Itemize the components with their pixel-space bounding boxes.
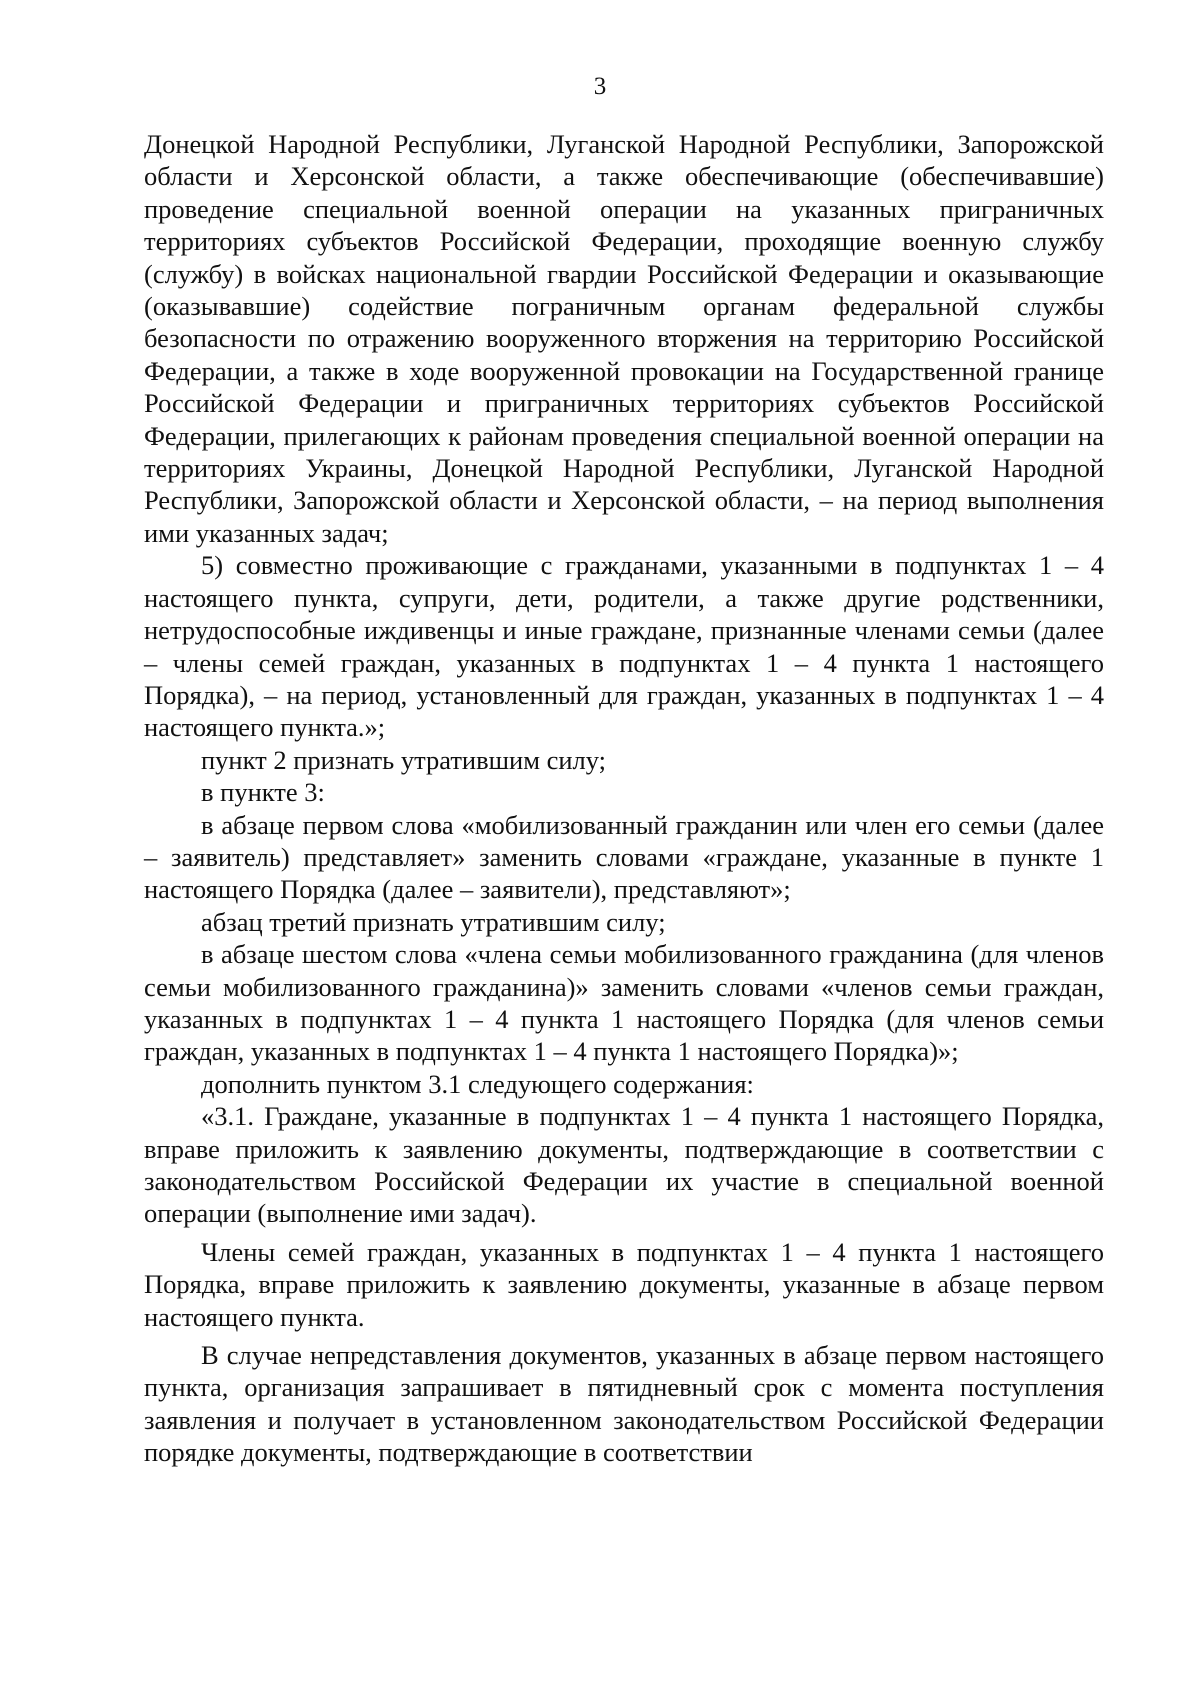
paragraph-item-3-intro: в пункте 3: bbox=[201, 777, 325, 808]
paragraph-family-members: Члены семей граждан, указанных в подпунктах 1 – 4 пункта 1 настоящего Порядка, вправе приложить к заявлению документы, указанные в абзаце первом настоящего пункта. bbox=[144, 1236, 1104, 1332]
paragraph-item-3-third-abzats: абзац третий признать утратившим силу; bbox=[201, 906, 666, 937]
paragraph-item-2-repeal: пункт 2 признать утратившим силу; bbox=[201, 744, 607, 775]
paragraph-document-request: В случае непредставления документов, указанных в абзаце первом настоящего пункта, организация запрашивает в пятидневный срок с момента поступления заявления и получает в установленном законодательством Российской Федерации порядке документы, подтверждающие в соответствии bbox=[144, 1340, 1104, 1468]
paragraph-continuation: Донецкой Народной Республики, Луганской Народной Республики, Запорожской области и Херсонской области, а также обеспечивающие (обеспечивавшие) проведение специальной военной операции на указанных приграничных территориях субъектов Российской Федерации, проходящие военную службу (службу) в войсках национальной гвардии Российской Федерации и оказывающие (оказывавшие) содействие пограничным органам федеральной службы безопасности по отражению вооруженного вторжения на территорию Российской Федерации, а также в ходе вооруженной провокации на Государственной границе Российской Федерации и приграничных территориях субъектов Российской Федерации, прилегающих к районам проведения специальной военной операции на территориях Украины, Донецкой Народной Республики, Луганской Народной Республики, Запорожской области и Херсонской области, – на период выполнения ими указанных задач; bbox=[144, 129, 1104, 548]
paragraph-subitem-5: 5) совместно проживающие с гражданами, указанными в подпунктах 1 – 4 настоящего пункта, супруги, дети, родители, а также другие родственники, нетрудоспособные иждивенцы и иные граждане, признанные членами семьи (далее – члены семей граждан, указанных в подпунктах 1 – 4 пункта 1 настоящего Порядка), – на период, установленный для граждан, указанных в подпунктах 1 – 4 настоящего пункта.»; bbox=[144, 550, 1104, 743]
paragraph-item-3-first-abzats: в абзаце первом слова «мобилизованный гражданин или член его семьи (далее – заявитель) представляет» заменить словами «граждане, указанные в пункте 1 настоящего Порядка (далее – заявители), представляют»; bbox=[144, 809, 1104, 905]
page-number: 3 bbox=[593, 73, 607, 100]
paragraph-item-3-1-text: «3.1. Граждане, указанные в подпунктах 1 – 4 пункта 1 настоящего Порядка, вправе приложить к заявлению документы, подтверждающие в соответствии с законодательством Российской Федерации их участие в специальной военной операции (выполнение ими задач). bbox=[144, 1101, 1104, 1229]
document-body bbox=[144, 128, 1104, 1469]
paragraph-add-item-3-1: дополнить пунктом 3.1 следующего содержания: bbox=[201, 1068, 754, 1099]
paragraph-item-3-sixth-abzats: в абзаце шестом слова «члена семьи мобилизованного гражданина (для членов семьи мобилизованного гражданина)» заменить словами «членов семьи граждан, указанных в подпунктах 1 – 4 пункта 1 настоящего Порядка (для членов семьи граждан, указанных в подпунктах 1 – 4 пункта 1 настоящего Порядка)»; bbox=[144, 939, 1104, 1067]
